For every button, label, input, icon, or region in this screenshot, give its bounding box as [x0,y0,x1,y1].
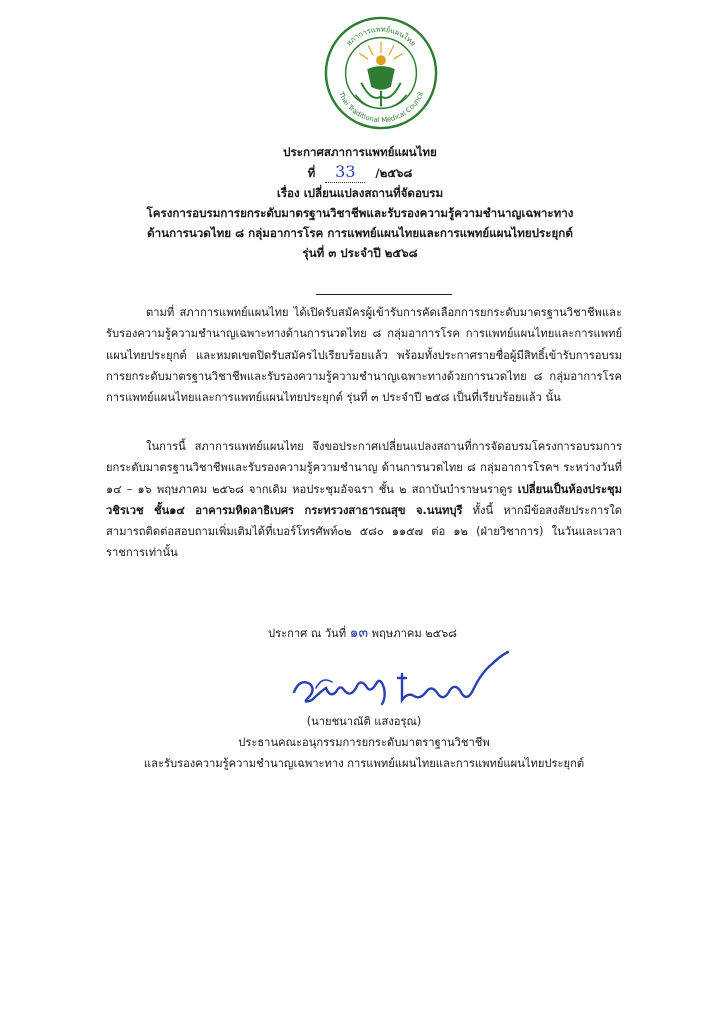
paragraph-2-start: ในการนี้ สภาการแพทย์แผนไทย จึงขอประกาศเปลี่ยนแปลงสถานที่การจัดอบรมโครงการอบรมการยกระดับมาตรฐานวิชาชีพและรับรองความรู้ความชำนาญ ด้านการนวดไทย ๘ กลุ่มอาการโรคฯ ระหว่างวันที่ ๑๔ – ๑๖ พฤษภาคม ๒๕๖๘ จากเดิม หอประชุมอัจฉรา ชั้น ๒ สถาบันบำราษนราดูร [106,440,622,496]
signer-position-1: ประธานคณะอนุกรรมการยกระดับมาตราฐานวิชาชีพ [238,736,490,749]
title-block [110,142,610,263]
title-line4: โครงการอบรมการยกระดับมาตรฐานวิชาชีพและรับรองความรู้ความชำนาญเฉพาะทาง [146,206,574,220]
council-logo [322,14,440,132]
svg-text:Thai Traditional Medical Counc: Thai Traditional Medical Council [336,90,426,125]
number-suffix: /๒๕๖๘ [375,166,413,180]
date-day-handwritten: ๑๓ [349,625,369,641]
title-subject: เรื่อง เปลี่ยนแปลงสถานที่จัดอบรม [276,186,444,200]
council-seal-icon [322,14,440,132]
number-handwritten: 33 [325,162,365,183]
announcement-date [268,622,568,644]
title-line6: รุ่นที่ ๓ ประจำปี ๒๕๖๘ [302,246,418,260]
paragraph-2-venue: เปลี่ยนเป็นห้องประชุมวชิรเวช ชั้น๑๔ อาคารมหิดลาธิเบศร กระทรวงสาธารณสุข จ.นนทบุรี [106,482,622,517]
title-line1: ประกาศสภาการแพทย์แผนไทย [283,145,437,159]
signature-icon [286,648,520,708]
title-line5: ด้านการนวดไทย ๘ กลุ่มอาการโรค การแพทย์แผนไทยและการแพทย์แผนไทยประยุกต์ [147,226,573,240]
date-prefix: ประกาศ ณ วันที่ [268,627,347,640]
date-month-year: พฤษภาคม ๒๕๖๘ [371,627,457,640]
body-paragraph-2 [106,436,622,564]
paragraph-2-end: ทั้งนี้ หากมีข้อสงสัยประการใด สามารถติดต่อสอบถามเพิ่มเติมได้ที่เบอร์โทรศัพท์๐๒ ๕๘๐ ๑๑๕๗ ต่อ ๑๒ (ฝ่ายวิชาการ) ในวันและเวลาราชการเท่านั้น [106,503,622,560]
body-paragraph-1 [106,302,622,408]
title-divider [316,294,452,295]
signature [286,648,520,708]
signer-name: (นายชนาณัติ แสงอรุณ) [306,715,422,728]
number-prefix: ที่ [307,166,316,180]
signer-position-2: และรับรองความรู้ความชำนาญเฉพาะทาง การแพทย์แผนไทยและการแพทย์แผนไทยประยุกต์ [143,757,585,770]
svg-text:สภาการแพทย์แผนไทย: สภาการแพทย์แผนไทย [344,24,418,48]
announcement-number [110,162,610,183]
paragraph-1-text: ตามที่ สภาการแพทย์แผนไทย ได้เปิดรับสมัครผู้เข้ารับการคัดเลือกการยกระดับมาตรฐานวิชาชีพและรับรองความรู้ความชำนาญเฉพาะทางด้านการนวดไทย ๘ กลุ่มอาการโรค การแพทย์แผนไทยและการแพทย์แผนไทยประยุกต์ และหมดเขตปิดรับสมัครไปเรียบร้อยแล้ว พร้อมทั้งประกาศรายชื่อผู้มีสิทธิ์เข้ารับการอบรมการยกระดับมาตรฐานวิชาชีพและรับรองความรู้ความชำนาญเฉพาะทางด้วยการนวดไทย ๘ กลุ่มอาการโรค การแพทย์แผนไทยและการแพทย์แผนไทยประยุกต์ รุ่นที่ ๓ ประจำปี ๒๕๘ เป็นที่เรียบร้อยแล้ว นั้น [106,306,622,405]
